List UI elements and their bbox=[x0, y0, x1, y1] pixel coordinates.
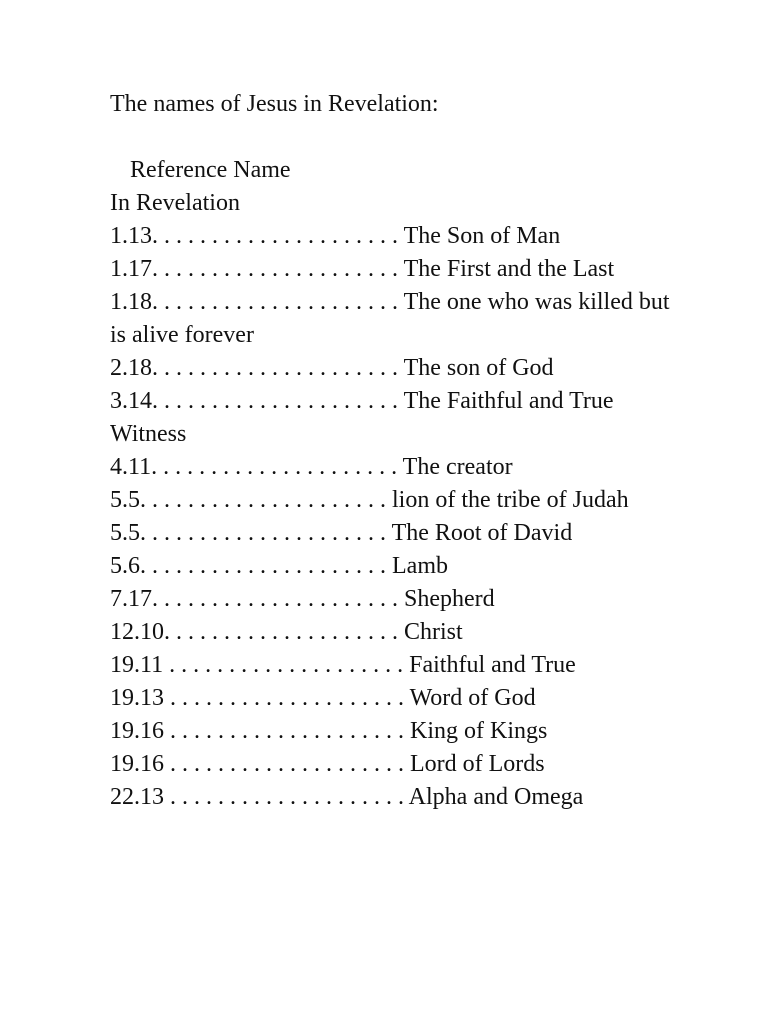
list-item: 7.17. . . . . . . . . . . . . . . . . . . . . Shepherd bbox=[110, 586, 495, 612]
document-page bbox=[110, 88, 670, 814]
list-item: 19.16 . . . . . . . . . . . . . . . . . . . . Lord of Lords bbox=[110, 751, 545, 777]
list-item: 1.18. . . . . . . . . . . . . . . . . . . . . The one who was killed but is alive forever bbox=[110, 289, 670, 348]
list-item: 2.18. . . . . . . . . . . . . . . . . . . . . The son of God bbox=[110, 355, 554, 381]
list-item: 3.14. . . . . . . . . . . . . . . . . . . . . The Faithful and True Witness bbox=[110, 388, 614, 447]
entry-list bbox=[110, 220, 670, 814]
list-item: 1.17. . . . . . . . . . . . . . . . . . . . . The First and the Last bbox=[110, 256, 615, 282]
column-subheader: In Revelation bbox=[110, 190, 240, 216]
list-item: 19.13 . . . . . . . . . . . . . . . . . . . . Word of God bbox=[110, 685, 536, 711]
list-item: 19.11 . . . . . . . . . . . . . . . . . . . . Faithful and True bbox=[110, 652, 576, 678]
document-title: The names of Jesus in Revelation: bbox=[110, 91, 439, 117]
list-item: 22.13 . . . . . . . . . . . . . . . . . . . . Alpha and Omega bbox=[110, 784, 584, 810]
list-item: 5.6. . . . . . . . . . . . . . . . . . . . . Lamb bbox=[110, 553, 448, 579]
column-header: Reference Name bbox=[130, 157, 291, 183]
list-item: 19.16 . . . . . . . . . . . . . . . . . . . . King of Kings bbox=[110, 718, 548, 744]
list-item: 4.11. . . . . . . . . . . . . . . . . . . . . The creator bbox=[110, 454, 513, 480]
list-item: 5.5. . . . . . . . . . . . . . . . . . . . . lion of the tribe of Judah bbox=[110, 487, 629, 513]
list-item: 1.13. . . . . . . . . . . . . . . . . . . . . The Son of Man bbox=[110, 223, 561, 249]
list-item: 5.5. . . . . . . . . . . . . . . . . . . . . The Root of David bbox=[110, 520, 573, 546]
list-item: 12.10. . . . . . . . . . . . . . . . . . . . Christ bbox=[110, 619, 463, 645]
